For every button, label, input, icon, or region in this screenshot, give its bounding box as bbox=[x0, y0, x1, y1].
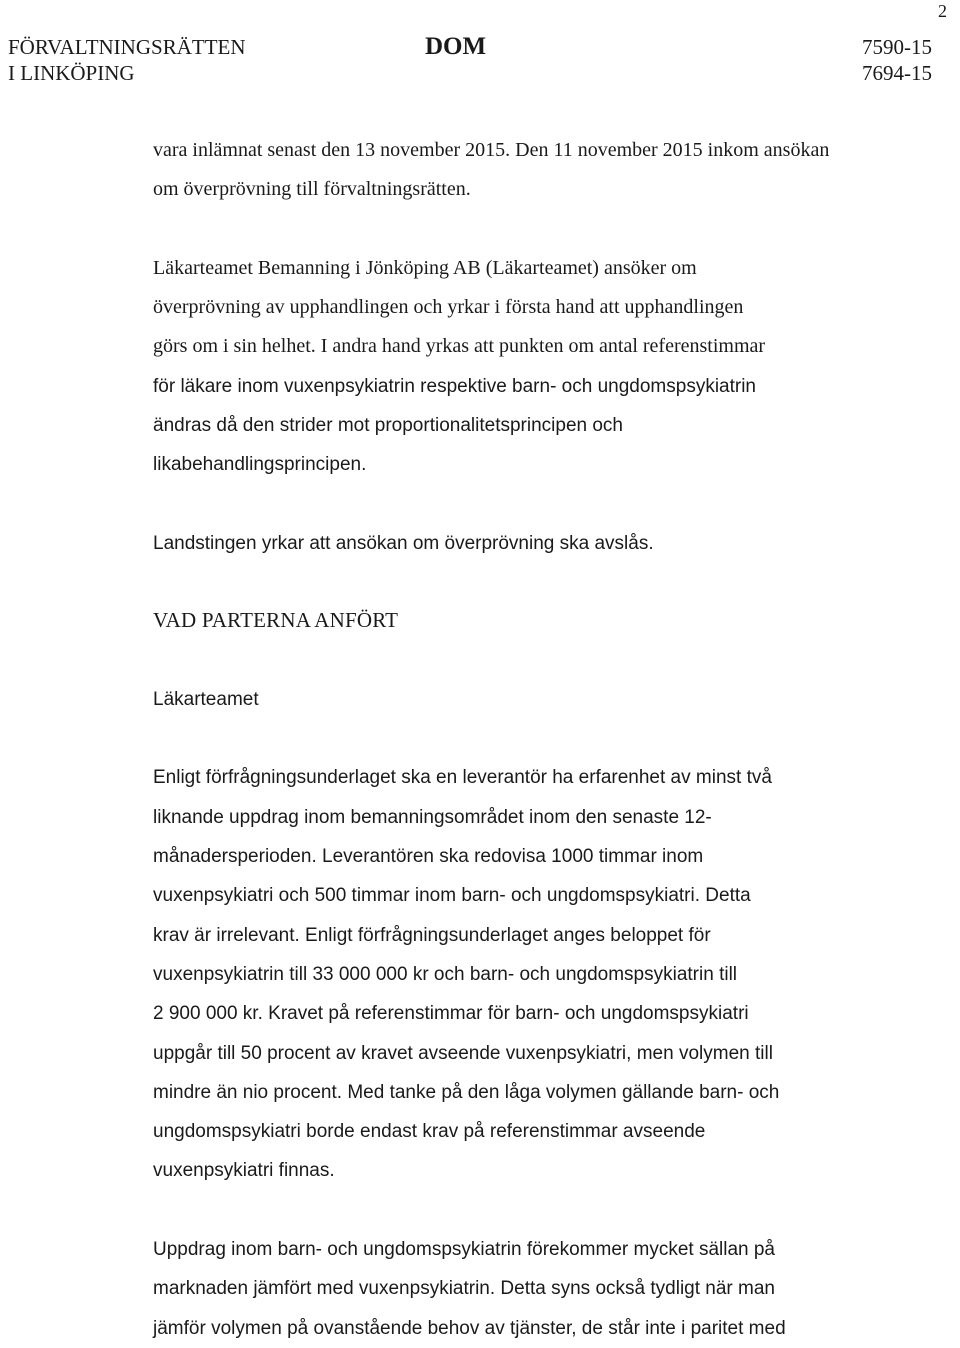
case-number-1: 7590-15 bbox=[862, 35, 932, 59]
court-name-line2: I LINKÖPING bbox=[8, 61, 135, 85]
paragraph-5-line: jämför volymen på ovanstående behov av tjänster, de står inte i paritet med bbox=[153, 1317, 786, 1339]
case-numbers bbox=[862, 34, 932, 86]
paragraph-2-line: görs om i sin helhet. I andra hand yrkas att punkten om antal referenstimmar bbox=[153, 335, 766, 358]
paragraph-2-line: ändras då den strider mot proportionalitetsprincipen och bbox=[153, 415, 623, 437]
party-subheading: Läkarteamet bbox=[153, 688, 259, 710]
paragraph-4-line: uppgår till 50 procent av kravet avseende vuxenpsykiatri, men volymen till bbox=[153, 1042, 773, 1064]
paragraph-4-line: 2 900 000 kr. Kravet på referenstimmar för barn- och ungdomspsykiatri bbox=[153, 1003, 749, 1025]
paragraph-2-line: Läkarteamet Bemanning i Jönköping AB (Läkarteamet) ansöker om bbox=[153, 256, 697, 279]
paragraph-4-line: ungdomspsykiatri borde endast krav på referenstimmar avseende bbox=[153, 1121, 706, 1143]
paragraph-4-line: Enligt förfrågningsunderlaget ska en leverantör ha erfarenhet av minst två bbox=[153, 767, 772, 789]
paragraph-4-line: vuxenpsykiatri och 500 timmar inom barn- och ungdomspsykiatri. Detta bbox=[153, 885, 751, 907]
court-name-line1: FÖRVALTNINGSRÄTTEN bbox=[8, 35, 246, 59]
paragraph-3: Landstingen yrkar att ansökan om överprövning ska avslås. bbox=[153, 532, 654, 554]
paragraph-4-line: månadersperioden. Leverantören ska redovisa 1000 timmar inom bbox=[153, 846, 704, 868]
paragraph-5-line: Uppdrag inom barn- och ungdomspsykiatrin förekommer mycket sällan på bbox=[153, 1239, 775, 1261]
paragraph-2 bbox=[153, 249, 923, 485]
paragraph-5-line: marknaden jämfört med vuxenpsykiatrin. Detta syns också tydligt när man bbox=[153, 1278, 775, 1300]
document-body bbox=[153, 131, 923, 1348]
paragraph-5 bbox=[153, 1230, 923, 1348]
paragraph-4-line: vuxenpsykiatrin till 33 000 000 kr och barn- och ungdomspsykiatrin till bbox=[153, 963, 738, 985]
paragraph-4 bbox=[153, 758, 923, 1190]
court-name bbox=[8, 34, 246, 86]
case-number-2: 7694-15 bbox=[862, 61, 932, 85]
paragraph-4-line: mindre än nio procent. Med tanke på den låga volymen gällande barn- och bbox=[153, 1081, 780, 1103]
section-heading: VAD PARTERNA ANFÖRT bbox=[153, 608, 399, 633]
page-number: 2 bbox=[938, 1, 947, 21]
paragraph-2-line: likabehandlingsprincipen. bbox=[153, 454, 367, 476]
paragraph-4-line: vuxenpsykiatri finnas. bbox=[153, 1160, 335, 1182]
paragraph-2-line: överprövning av upphandlingen och yrkar i första hand att upphandlingen bbox=[153, 296, 744, 319]
paragraph-4-line: liknande uppdrag inom bemanningsområdet inom den senaste 12- bbox=[153, 806, 712, 828]
document-type: DOM bbox=[425, 33, 487, 60]
paragraph-2-line: för läkare inom vuxenpsykiatrin respektive barn- och ungdomspsykiatrin bbox=[153, 375, 756, 397]
paragraph-1: vara inlämnat senast den 13 november 2015. Den 11 november 2015 inkom ansökan om överprövning till förvaltningsrätten. bbox=[153, 139, 830, 201]
paragraph-4-line: krav är irrelevant. Enligt förfrågningsunderlaget anges beloppet för bbox=[153, 924, 711, 946]
